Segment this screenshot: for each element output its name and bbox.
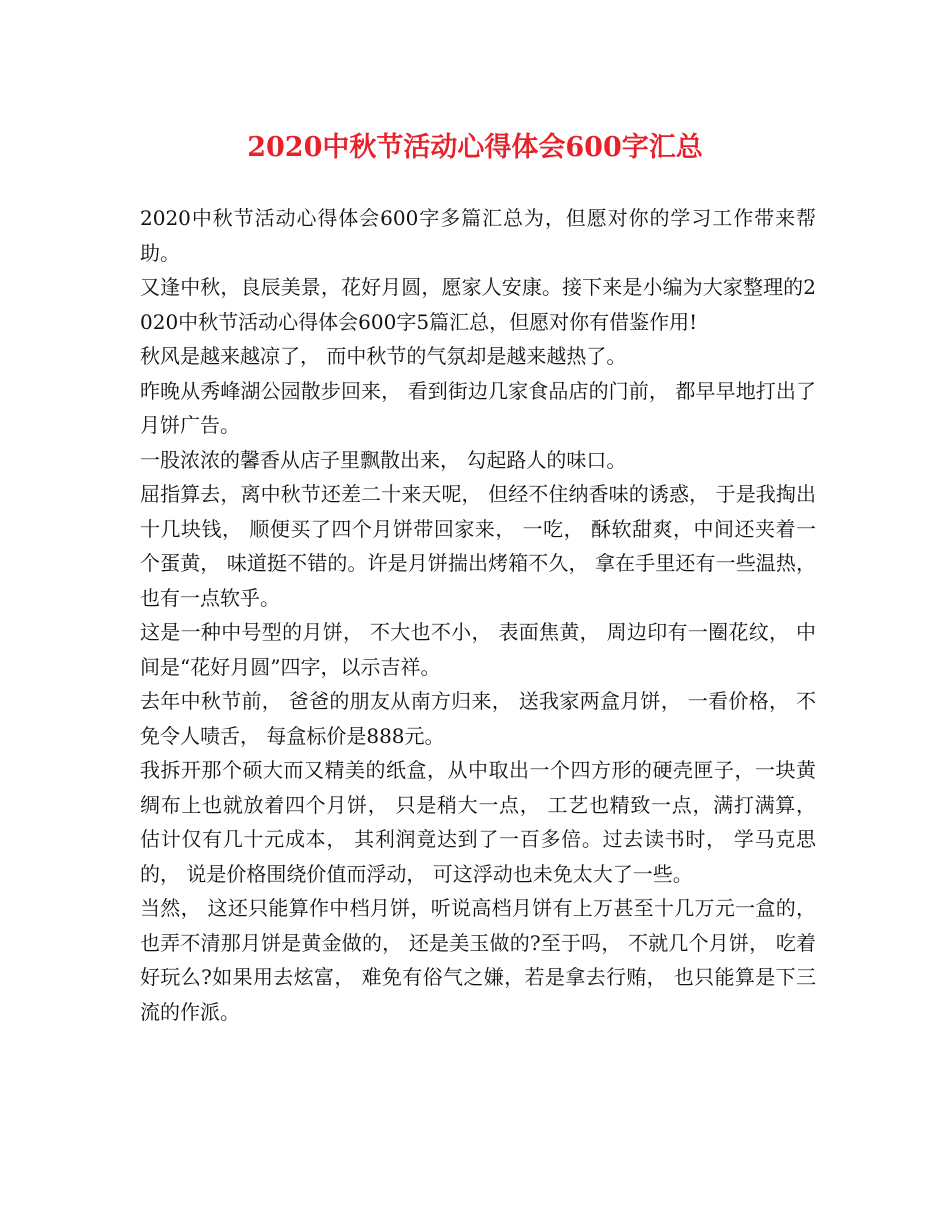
paragraph-fragrance: 一股浓浓的馨香从店子里飘散出来， 勾起路人的味口。: [140, 447, 627, 472]
document-body: [140, 201, 816, 1029]
document-title: 2020中秋节活动心得体会600字汇总: [247, 132, 703, 163]
paragraph-gift-boxes: 去年中秋节前， 爸爸的朋友从南方归来， 送我家两盒月饼， 一看价格， 不免令人啧舌， 每盒标价是888元。: [140, 689, 816, 748]
paragraph-luxury-mooncakes: 当然， 这还只能算作中档月饼，听说高档月饼有上万甚至十几万元一盒的， 也弄不清那月饼是黄金做的， 还是美玉做的?至于吗， 不就几个月饼， 吃着好玩么?如果用去炫富， 难免有俗气之嫌，若是拿去行贿， 也只能算是下三流的作派。: [140, 896, 816, 1024]
paragraph-intro: 2020中秋节活动心得体会600字多篇汇总为，但愿对你的学习工作带来帮助。: [140, 206, 816, 265]
paragraph-greeting: 又逢中秋，良辰美景，花好月圆，愿家人安康。接下来是小编为大家整理的2020中秋节活动心得体会600字5篇汇总，但愿对你有借鉴作用!: [140, 275, 816, 334]
paragraph-autumn-wind: 秋风是越来越凉了， 而中秋节的气氛却是越来越热了。: [140, 344, 627, 368]
paragraph-mooncake-description: 这是一种中号型的月饼， 不大也不小， 表面焦黄， 周边印有一圈花纹， 中间是“花好月圆”四字，以示吉祥。: [140, 620, 816, 679]
paragraph-walk-home: 昨晚从秀峰湖公园散步回来， 看到街边几家食品店的门前， 都早早地打出了月饼广告。: [140, 378, 816, 437]
paragraph-unboxing: 我拆开那个硕大而又精美的纸盒，从中取出一个四方形的硬壳匣子，一块黄绸布上也就放着四个月饼， 只是稍大一点， 工艺也精致一点，满打满算， 估计仅有几十元成本， 其利润竟达到了一百多倍。过去读书时， 学马克思的， 说是价格围绕价值而浮动， 可这浮动也未免太大了一些。: [140, 758, 816, 886]
paragraph-buy-mooncakes: 屈指算去，离中秋节还差二十来天呢， 但经不住纳香味的诱惑， 于是我掏出十几块钱， 顺便买了四个月饼带回家来， 一吃， 酥软甜爽，中间还夹着一个蛋黄， 味道挺不错的。许是月饼揣出烤箱不久， 拿在手里还有一些温热， 也有一点软乎。: [140, 482, 816, 610]
